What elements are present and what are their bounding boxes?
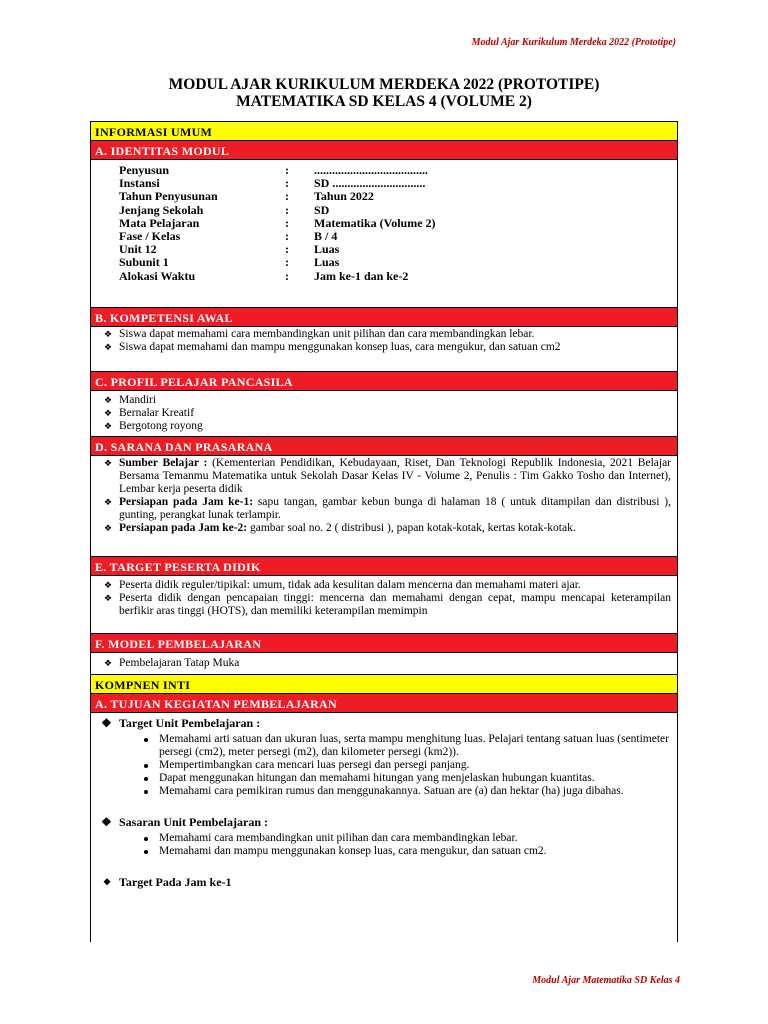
title-line-1: MODUL AJAR KURIKULUM MERDEKA 2022 (PROTOTIPE)	[168, 76, 600, 93]
list-item: ❖ Bernalar Kreatif	[119, 407, 671, 420]
target-list	[91, 578, 677, 618]
identity-row: Fase / Kelas : B / 4	[119, 229, 338, 244]
identity-row: Mata Pelajaran : Matematika (Volume 2)	[119, 215, 436, 230]
identity-row: Instansi : SD ...............................	[119, 176, 426, 191]
profil-pelajar-section	[91, 391, 677, 437]
list-item: Dapat menggunakan hitungan dan memahami hitungan yang menjelaskan hubungan kuantitas.	[159, 772, 669, 785]
identity-table	[91, 160, 677, 283]
informasi-umum-bar: INFORMASI UMUM	[91, 122, 677, 141]
sasaran-unit-label: ❖ Sasaran Unit Pembelajaran :	[119, 816, 669, 829]
list-item: ❖ Siswa dapat memahami dan mampu menggunakan konsep luas, cara mengukur, dan satuan cm2	[119, 341, 671, 354]
list-item: ❖ Bergotong royong	[119, 420, 671, 433]
list-item: ❖ Siswa dapat memahami cara membandingkan unit pilihan dan cara membandingkan lebar.	[119, 328, 671, 341]
target-peserta-section	[91, 576, 677, 634]
sarana-prasarana-section	[91, 456, 677, 557]
list-item: Memahami cara pemikiran rumus dan menggunakannya. Satuan are (a) dan hektar (ha) juga dibahas.	[159, 785, 669, 798]
page-title	[0, 76, 768, 110]
list-item: Memahami cara membandingkan unit pilihan dan cara membandingkan lebar.	[159, 832, 669, 845]
kompetensi-list	[91, 327, 677, 354]
sarana-prasarana-heading: D. SARANA DAN PRASARANA	[91, 437, 677, 456]
tujuan-kegiatan-heading: A. TUJUAN KEGIATAN PEMBELAJARAN	[91, 694, 677, 713]
list-item: ❖ Pembelajaran Tatap Muka	[119, 657, 671, 670]
profil-list	[91, 393, 677, 433]
title-line-2: MATEMATIKA SD KELAS 4 (VOLUME 2)	[236, 93, 532, 110]
identitas-modul-heading: A. IDENTITAS MODUL	[91, 141, 677, 160]
list-item: ❖ Persiapan pada Jam ke-1: sapu tangan, gambar kebun bunga di halaman 18 ( untuk ditampilan dan distribusi ), gunting, perangkat lunak terlampir.	[119, 496, 671, 522]
identity-row: Tahun Penyusunan : Tahun 2022	[119, 189, 374, 204]
model-list	[91, 656, 677, 670]
list-item: Memahami arti satuan dan ukuran luas, serta mampu menghitung luas. Pelajari tentang satuan luas (sentimeter persegi (cm2), meter persegi (m2), dan kilometer persegi (km2)).	[159, 733, 669, 758]
list-item: ❖ Mandiri	[119, 394, 671, 407]
target-jam-label: ❖ Target Pada Jam ke-1	[119, 876, 669, 889]
module-table	[90, 121, 678, 942]
identity-row: Subunit 1 : Luas	[119, 255, 340, 270]
list-item: Mempertimbangkan cara mencari luas persegi dan persegi panjang.	[159, 759, 669, 772]
list-item: ❖ Peserta didik dengan pencapaian tinggi: mencerna dan memahami dengan cepat, mampu mencapai keterampilan berfikir aras tinggi (HOTS), dan memiliki keterampilan memimpin	[119, 592, 671, 618]
target-peserta-heading: E. TARGET PESERTA DIDIK	[91, 557, 677, 576]
sarana-list	[91, 456, 677, 535]
model-pembelajaran-section	[91, 653, 677, 675]
identity-row: Penyusun : ......................................	[119, 163, 428, 177]
target-unit-list	[119, 733, 669, 798]
profil-pelajar-heading: C. PROFIL PELAJAR PANCASILA	[91, 372, 677, 391]
sasaran-unit-list	[119, 832, 669, 858]
identity-row: Jenjang Sekolah : SD	[119, 202, 330, 217]
list-item: Memahami dan mampu menggunakan konsep luas, cara mengukur, dan satuan cm2.	[159, 845, 669, 858]
running-header: Modul Ajar Kurikulum Merdeka 2022 (Prototipe)	[471, 37, 676, 48]
list-item: ❖ Persiapan pada Jam ke-2: gambar soal no. 2 ( distribusi ), papan kotak-kotak, kertas kotak-kotak.	[119, 522, 671, 535]
kompetensi-awal-heading: B. KOMPETENSI AWAL	[91, 308, 677, 327]
identity-row: Unit 12 : Luas	[119, 242, 340, 257]
tujuan-kegiatan-section	[91, 713, 677, 889]
identitas-modul-section	[91, 160, 677, 308]
target-unit-label: ❖ Target Unit Pembelajaran :	[119, 717, 669, 730]
running-footer: Modul Ajar Matematika SD Kelas 4	[532, 975, 680, 986]
komponen-inti-bar: KOMPNEN INTI	[91, 675, 677, 694]
model-pembelajaran-heading: F. MODEL PEMBELAJARAN	[91, 634, 677, 653]
kompetensi-awal-section	[91, 327, 677, 372]
identity-row: Alokasi Waktu : Jam ke-1 dan ke-2	[119, 268, 409, 283]
list-item: ❖ Peserta didik reguler/tipikal: umum, tidak ada kesulitan dalam mencerna dan memahami materi ajar.	[119, 579, 671, 592]
list-item: ❖ Sumber Belajar : (Kementerian Pendidikan, Kebudayaan, Riset, Dan Teknologi Republik Indonesia, 2021 Belajar Bersama Temanmu Matematika untuk Sekolah Dasar Kelas IV - Volume 2, Penulis : Tim Gakko Tosho dan Internet), Lembar kerja peserta didik	[119, 457, 671, 496]
